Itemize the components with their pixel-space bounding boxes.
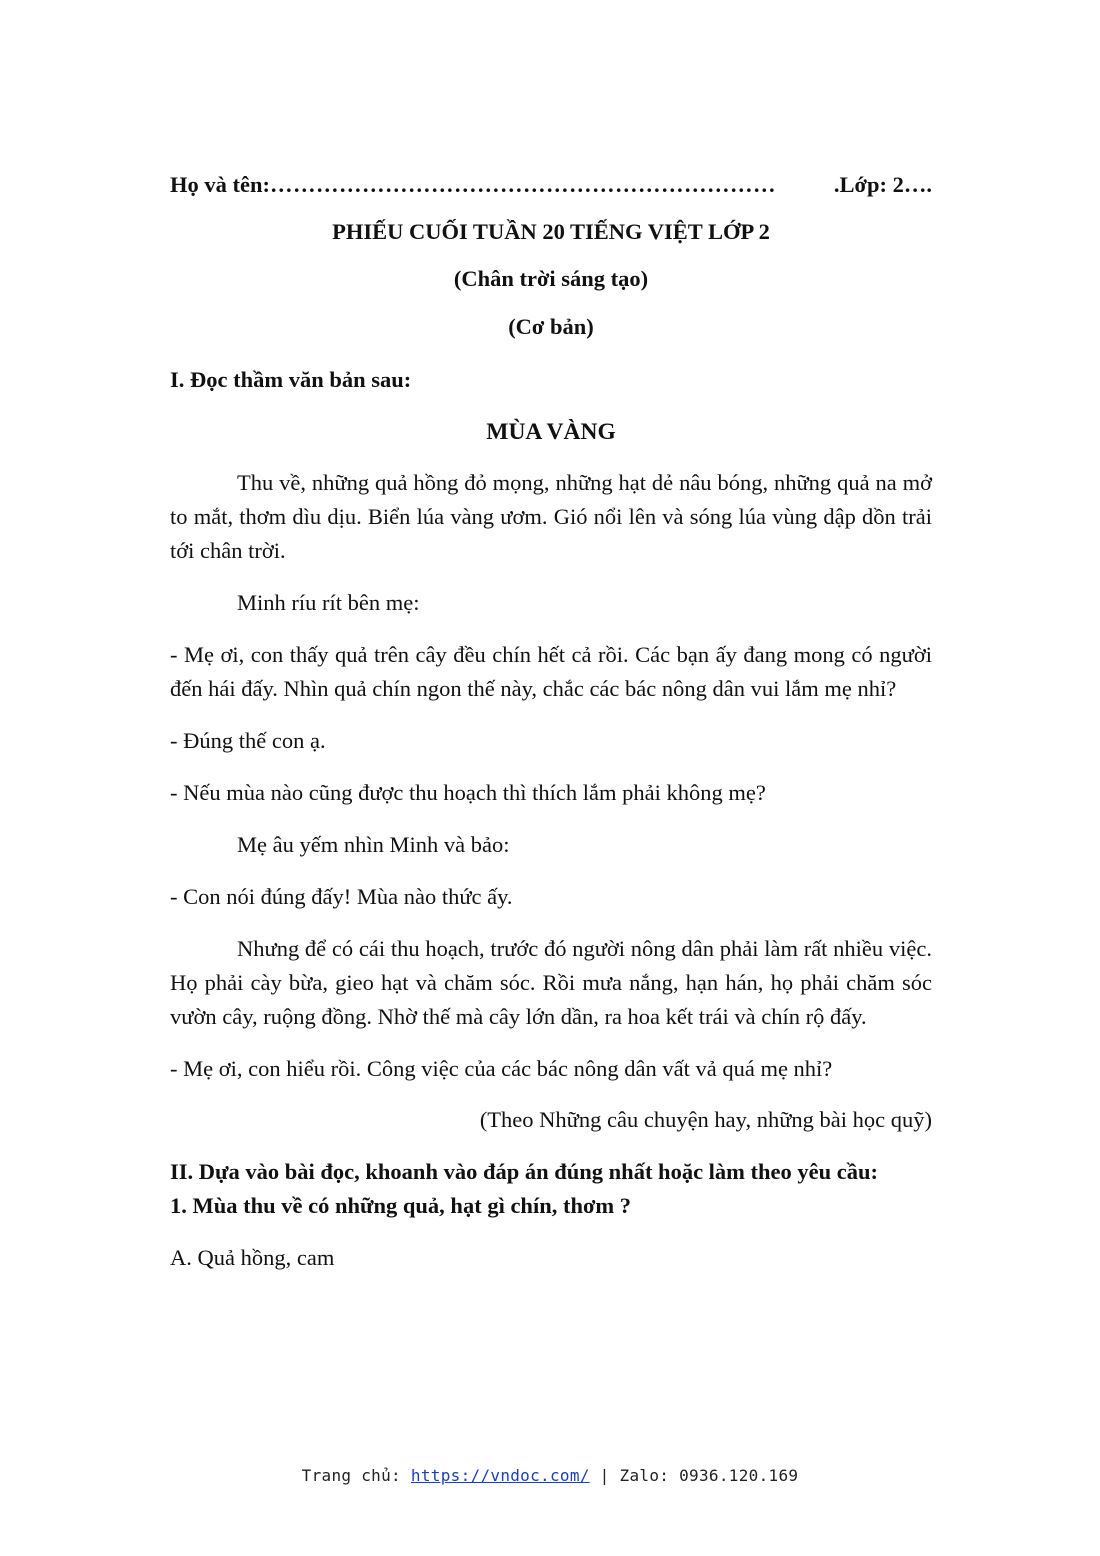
class-label: .Lớp: 2….: [833, 172, 932, 197]
worksheet-page: [170, 168, 932, 1275]
story-source: (Theo Những câu chuyện hay, những bài học quỹ): [479, 1107, 932, 1132]
footer-home-link[interactable]: https://vndoc.com/: [410, 1466, 590, 1485]
story-paragraph: Thu về, những quả hồng đỏ mọng, những hạt dẻ nâu bóng, những quả na mở to mắt, thơm dìu dịu. Biển lúa vàng ươm. Gió nổi lên và sóng lúa vùng dập dồn trải tới chân trời.: [170, 470, 932, 563]
question-1: 1. Mùa thu về có những quả, hạt gì chín, thơm ?: [170, 1193, 632, 1218]
story-paragraph: Minh ríu rít bên mẹ:: [237, 590, 420, 615]
page-footer: [0, 1466, 1100, 1485]
footer-separator: |: [589, 1466, 620, 1485]
footer-zalo: Zalo: 0936.120.169: [619, 1466, 799, 1485]
story-dialogue: - Con nói đúng đấy! Mùa nào thức ấy.: [170, 884, 513, 909]
story-dialogue: - Đúng thế con ạ.: [170, 728, 326, 753]
story-paragraph: Mẹ âu yếm nhìn Minh và bảo:: [237, 832, 510, 857]
student-info-line: [170, 168, 932, 202]
story-title: MÙA VÀNG: [486, 419, 616, 445]
story-paragraph: Nhưng để có cái thu hoạch, trước đó người nông dân phải làm rất nhiều việc. Họ phải cày bừa, gieo hạt và chăm sóc. Rồi mưa nắng, hạn hán, họ phải chăm sóc vườn cây, ruộng đồng. Nhờ thế mà cây lớn dần, ra hoa kết trái và chín rộ đấy.: [170, 936, 932, 1029]
worksheet-level: (Cơ bản): [508, 314, 594, 339]
worksheet-series: (Chân trời sáng tạo): [453, 266, 649, 291]
section-1-heading: I. Đọc thầm văn bản sau:: [170, 367, 412, 392]
story-dialogue: - Mẹ ơi, con thấy quả trên cây đều chín hết cả rồi. Các bạn ấy đang mong có người đến hái đấy. Nhìn quả chín ngon thế này, chắc các bác nông dân vui lắm mẹ nhỉ?: [170, 642, 932, 701]
name-fill-dots: …………………………………………………………: [270, 172, 776, 197]
worksheet-title: PHIẾU CUỐI TUẦN 20 TIẾNG VIỆT LỚP 2: [332, 219, 770, 244]
name-label: Họ và tên:: [170, 172, 270, 197]
footer-home-label: Trang chủ:: [301, 1466, 411, 1485]
question-1-option-a: A. Quả hồng, cam: [170, 1245, 335, 1270]
story-dialogue: - Nếu mùa nào cũng được thu hoạch thì thích lắm phải không mẹ?: [170, 780, 766, 805]
section-2-heading: II. Dựa vào bài đọc, khoanh vào đáp án đúng nhất hoặc làm theo yêu cầu:: [170, 1159, 879, 1184]
story-dialogue: - Mẹ ơi, con hiểu rồi. Công việc của các bác nông dân vất vả quá mẹ nhỉ?: [170, 1056, 833, 1081]
